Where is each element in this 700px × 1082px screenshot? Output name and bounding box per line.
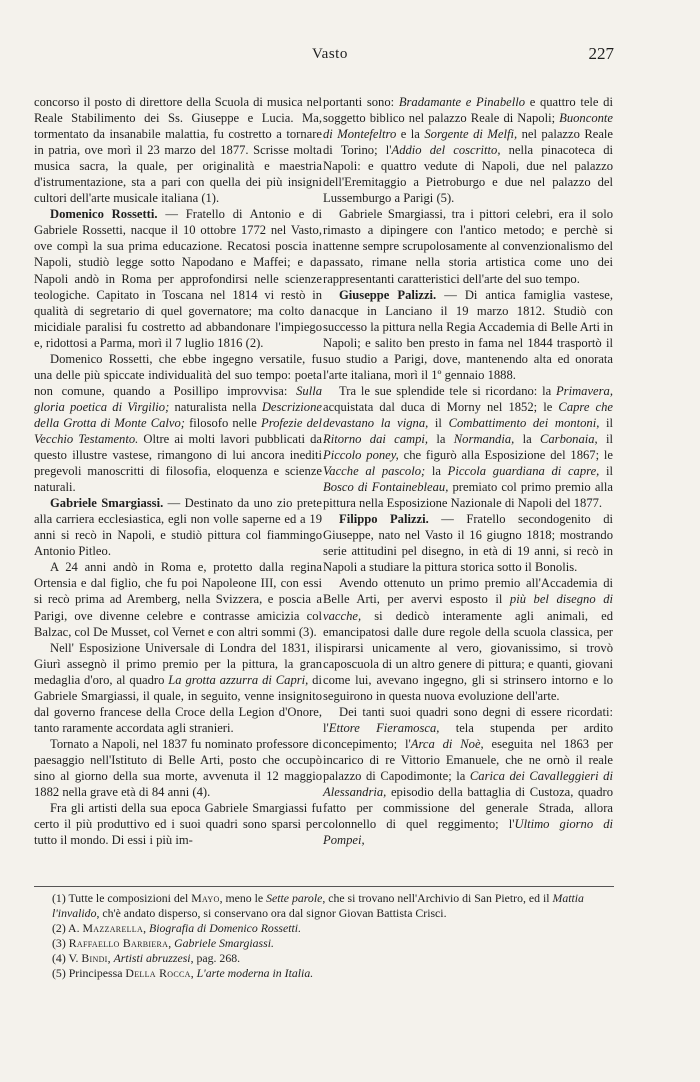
entry-name: Giuseppe Palizzi.: [339, 287, 437, 302]
text-run: nel palazzo Reale di Torino; l': [323, 127, 614, 158]
text-run: ,: [107, 951, 114, 965]
text-run: — Fratello di Antonio e di Gabriele Rossetti, nacque il 10 ottobre 1772 nel Vasto, ove compì la sua prima educazione. Recatosi poscia in Napoli, studiò legge sotto Napodano e Maffei; e da Napoli andò in Roma per approfondirsi nelle scienze teologiche. Capitato in Toscana nel 1814 vi restò in qualità di segretario di quel governatore; ma colto da micidiale paralisi fu costretto ad abbandonare l'impiego e, ridottosi a Parma, morì il 7 luglio 1816 (2).: [34, 207, 322, 350]
text-run: Avendo ottenuto un primo premio all'Accademia di Belle Arti, per avervi esposto il: [323, 576, 613, 607]
left-column: [34, 94, 322, 848]
work-title: Piccolo poney,: [323, 448, 399, 463]
text-run: Raffaello Barbiera: [68, 936, 169, 950]
text-run: Fra gli artisti della sua epoca Gabriele Smargiassi fu certo il più produttivo ed i suoi quadri sono sparsi per tutto il mondo. Di essi i più im-: [34, 801, 322, 848]
work-title: Gabriele Smargiassi.: [174, 936, 274, 950]
text-run: eseguita nel 1863 per incarico di re Vittorio Emanuele, che ne ornò il reale palazzo di Capodimonte; la: [323, 736, 613, 783]
work-title: Primavera,: [555, 383, 613, 398]
text-run: la: [428, 431, 454, 446]
text-run: Oltre ai molti lavori pubblicati da questo illustre vastese, rimangono di lui ancora inediti pregevoli manoscritti di filosofia, eloquenza e scienze naturali.: [34, 431, 322, 495]
paragraph: [323, 383, 613, 511]
work-title: Carbonaia,: [539, 431, 598, 446]
text-run: concorso il posto di direttore della Scuola di musica nel Reale Stabilimento dei Ss. Giuseppe e Lucia. Ma, tormentato da insanabile malattia, fu costretto a tornare in patria, ove morì il 23 marzo del 1877. Scrisse molta musica sacra, la quale, per originalità e maestria d'istrumentazione, sta a pari con quella dei più insigni cultori dell'arte musicale italiana (1).: [34, 95, 322, 206]
footnote: [34, 921, 614, 936]
text-run: la: [425, 464, 448, 479]
text-run: — Destinato da uno zio prete alla carriera ecclesiastica, egli non volle saperne ed a 19 anni si recò in Napoli, e studiò pittura col fiammingo Antonio Pitleo.: [34, 496, 322, 559]
work-title: L'arte moderna in Italia.: [196, 966, 314, 980]
work-title: Bosco di Fontainebleau,: [323, 480, 449, 495]
text-run: episodio della battaglia di Custoza, quadro fatto per commissione del generale Strada, allora colonnello di quel reggimento; l': [323, 785, 613, 832]
paragraph: [34, 206, 322, 350]
work-title: La grotta azzurra di Capri,: [168, 672, 309, 687]
work-title: Carica dei Cavalleggieri di Alessandria,: [323, 768, 613, 800]
text-run: acquistata dal duca di Morny nel 1852; le: [323, 399, 559, 414]
text-run: (1) Tutte le composizioni del: [52, 891, 192, 905]
text-run: (2) A.: [52, 921, 83, 935]
running-title: Vasto: [312, 46, 348, 62]
text-run: nella pinacoteca di Napoli: e quattro vedute di Napoli, due nel palazzo dell'Eremitaggio a Pietroburgo e due nel palazzo del Lussemburgo a Parigi (5).: [323, 143, 613, 206]
page-number: 227: [588, 44, 614, 63]
text-run: e la: [396, 127, 425, 142]
text-run: ,: [168, 936, 175, 950]
text-run: Della Rocca: [125, 966, 191, 980]
work-title: Ultimo giorno di Pompei,: [323, 817, 613, 848]
paragraph: [323, 287, 613, 383]
work-title: Sulla gloria poetica di Virgilio;: [34, 383, 322, 414]
text-run: Mazzarella: [82, 921, 144, 935]
paragraph: [323, 511, 613, 575]
footnotes: [34, 886, 614, 981]
text-run: , che si trovano nell'Archivio di San Pietro, ed il: [322, 891, 553, 905]
right-column: [323, 94, 613, 848]
entry-name: Domenico Rossetti.: [50, 207, 158, 222]
text-run: , meno le: [219, 891, 267, 905]
text-run: portanti sono:: [323, 95, 399, 109]
work-title: Arca di Noè,: [410, 736, 484, 751]
text-run: Tornato a Napoli, nel 1837 fu nominato professore di paesaggio nell'Istituto di Belle Arti, posto che occupò sino al giorno della sua morte, avvenuta il 12 maggio 1882 nella grave età di 84 anni (4).: [34, 736, 322, 800]
text-run: naturalista nella: [169, 399, 262, 414]
work-title: Bradamante e Pinabello: [398, 95, 526, 109]
paragraph: [323, 94, 613, 206]
text-run: che figurò alla Esposizione del 1867; le: [398, 448, 613, 463]
paragraph: [34, 351, 322, 495]
text-run: filosofo nelle: [185, 415, 261, 430]
work-title: Capre che devastano la vigna,: [323, 399, 613, 430]
paragraph: [34, 94, 322, 206]
text-run: ,: [143, 921, 149, 935]
text-run: e quattro tele di soggetto biblico nel palazzo Reale di Napoli;: [323, 95, 613, 126]
work-title: Ritorno dai campi,: [323, 431, 429, 446]
text-run: ,: [190, 966, 197, 980]
paragraph: [323, 206, 613, 286]
text-run: A 24 anni andò in Roma e, protetto dalla regina Ortensia e dal figlio, che fu poi Napoleone III, con essi si recò prima ad Aremberg, nella Svizzera, e poscia a Parigi, ove divenne celebre e contrasse amicizia col Balzac, col De Musset, col Vernet e con altri sommi (3).: [34, 560, 322, 639]
entry-name: Filippo Palizzi.: [339, 512, 429, 527]
paragraph: [34, 495, 322, 559]
text-run: Nell' Esposizione Universale di Londra del 1831, il Giurì assegnò il primo premio per la pittura, la gran medaglia d'oro, al quadro: [34, 640, 322, 687]
paragraph: [323, 575, 613, 703]
paragraph: [34, 559, 322, 639]
text-run: (5) Principessa: [52, 966, 126, 980]
text-run: Gabriele Smargiassi, tra i pittori celebri, era il solo rimasto a dipingere con l'antico metodo; e perchè si attenne sempre scrupolosamente al convenzionalismo del passato, rimane nella storia artistica come uno dei rappresentanti caratteristici dell'arte del suo tempo.: [323, 207, 613, 286]
text-run: Tra le sue splendide tele si ricordano: la: [339, 383, 556, 398]
footnote-rule: [34, 886, 614, 887]
text-run: il: [599, 415, 613, 430]
text-run: , pag. 268.: [190, 951, 241, 965]
work-title: Artisti abruzzesi: [113, 951, 191, 965]
work-title: Vacche al pascolo;: [323, 464, 426, 479]
text-run: la: [514, 431, 540, 446]
text-run: Domenico Rossetti, che ebbe ingegno versatile, fu una delle più spiccate individualità del suo tempo: poeta non comune, quando a Posillipo improvvisa:: [34, 351, 322, 398]
text-run: il: [597, 431, 613, 446]
text-run: (4) V.: [52, 951, 82, 965]
text-run: — Fratello secondogenito di Giuseppe, nato nel Vasto il 16 giugno 1818; mostrando serie attitudini pel disegno, in età di 19 anni, si recò in Napoli a studiare la pittura storica sotto il Bonolis.: [323, 512, 613, 575]
paragraph: [323, 704, 613, 848]
work-title: Piccola guardiana di capre,: [447, 464, 600, 479]
work-title: Biografia di Domenico Rossetti.: [148, 921, 302, 935]
text-run: il: [599, 464, 613, 479]
text-run: Bindi: [81, 951, 108, 965]
work-title: Ettore Fieramosca,: [328, 720, 440, 735]
work-title: Combattimento dei montoni,: [448, 415, 600, 430]
text-run: tela stupenda per ardito concepimento; l': [323, 720, 613, 751]
work-title: Mattia l'invalido: [52, 891, 584, 920]
work-title: Addio del coscritto,: [391, 143, 501, 158]
text-run: — Di antica famiglia vastese, nacque in Lanciano il 19 marzo 1812. Studiò con successo la pittura nella Regia Accademia di Belle Arti in Napoli; e salito ben presto in fama nel 1844 trasportò il suo studio a Parigi, dove, mantenendo alta ed onorata l'arte italiana, morì il 1º gennaio 1888.: [323, 287, 613, 382]
text-run: il: [428, 415, 449, 430]
paragraph: [34, 800, 322, 848]
work-title: Buonconte di Montefeltro: [323, 111, 613, 142]
text-run: di Gabriele Smargiassi, il quale, in seguito, venne insignito dal governo francese della Croce della Legion d'Onore, tanto raramente accordata agli stranieri.: [34, 672, 322, 735]
footnote: [34, 936, 614, 951]
footnote: [34, 966, 614, 981]
running-head: [0, 46, 700, 66]
work-title: Sette parole: [266, 891, 323, 905]
text-run: (3): [52, 936, 69, 950]
footnote: [34, 891, 614, 921]
text-run: Dei tanti suoi quadri sono degni di essere ricordati: l': [323, 704, 613, 735]
entry-name: Gabriele Smargiassi.: [50, 496, 164, 511]
paragraph: [34, 736, 322, 800]
text-run: , ch'è andato disperso, si conservano ora dal signor Giovan Battista Crisci.: [96, 906, 447, 920]
text-run: premiato col primo premio alla pittura nella Esposizione Nazionale di Napoli del 1877.: [323, 480, 613, 511]
paragraph: [34, 640, 322, 736]
text-run: Mayo: [191, 891, 220, 905]
work-title: Profezie del Vecchio Testamento.: [34, 415, 322, 446]
work-title: Sorgente di Melfi,: [424, 127, 518, 142]
work-title: più bel disegno di vacche,: [323, 592, 613, 623]
text-run: si dedicò interamente agli animali, ed emancipatosi dalle dure regole della scuola classica, per ispirarsi unicamente al vero, giovanissimo, si trovò caposcuola di un altro genere di pittura; e quanti, giovani come lui, avevano ingegno, gli si strinsero intorno e lo seguirono in questa nuova evoluzione dell'arte.: [323, 608, 613, 703]
work-title: Descrizione della Grotta di Monte Calvo;: [34, 399, 322, 430]
work-title: Normandia,: [453, 431, 515, 446]
footnote: [34, 951, 614, 966]
